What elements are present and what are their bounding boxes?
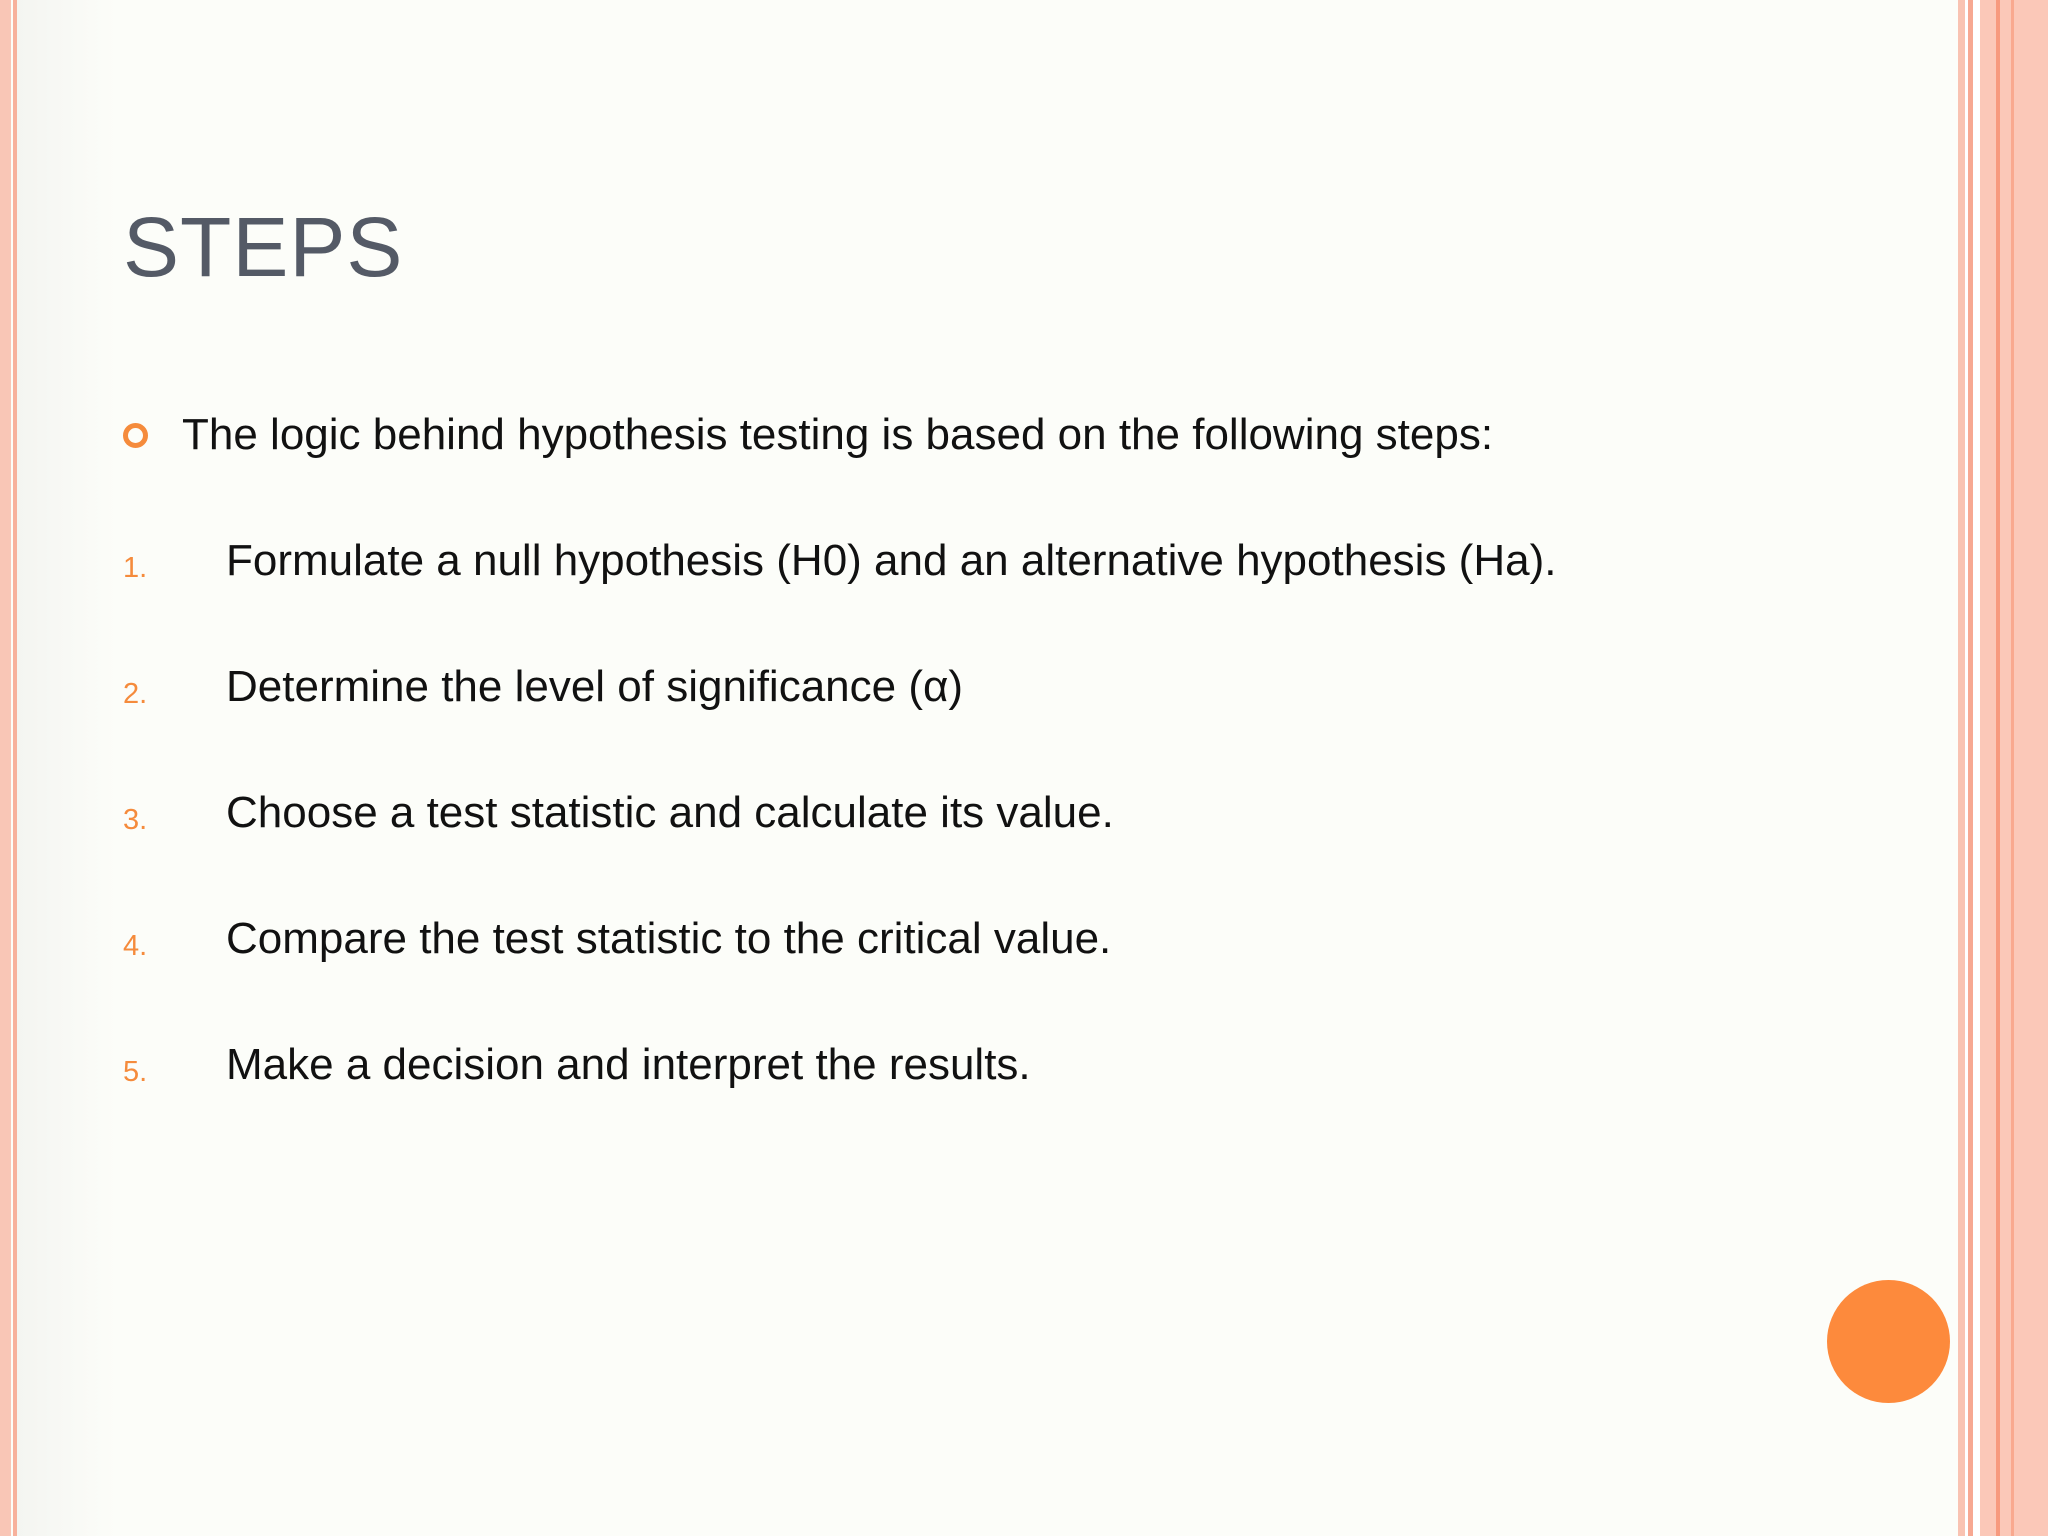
step-number: 5. [123,1056,148,1088]
step-text: Compare the test statistic to the critical value. [226,914,1112,963]
left-shade [17,0,117,1536]
left-border-stripe [0,0,11,1536]
ring-bullet-icon [123,423,148,448]
right-border-stripe [1980,0,2048,1536]
right-border-line [2011,0,2014,1536]
right-border-stripe [1968,0,1973,1536]
step-item [123,782,1556,908]
intro-bullet [123,405,1493,465]
step-text: Choose a test statistic and calculate its value. [226,788,1114,837]
orange-circle-decoration [1827,1280,1950,1403]
step-number: 4. [123,930,148,962]
step-number: 3. [123,804,148,836]
slide-title: STEPS [123,200,404,294]
step-item [123,530,1556,656]
step-item [123,908,1556,1034]
step-number: 1. [123,552,148,584]
step-item [123,656,1556,782]
step-text: Make a decision and interpret the results. [226,1040,1031,1089]
step-text: Determine the level of significance (α) [226,662,964,711]
step-number: 2. [123,678,148,710]
step-text: Formulate a null hypothesis (H0) and an alternative hypothesis (Ha). [226,536,1557,585]
right-border-line [1996,0,2000,1536]
steps-list [123,530,1556,1160]
right-border-stripe [1958,0,1965,1536]
intro-text: The logic behind hypothesis testing is based on the following steps: [182,410,1494,459]
step-item [123,1034,1556,1160]
